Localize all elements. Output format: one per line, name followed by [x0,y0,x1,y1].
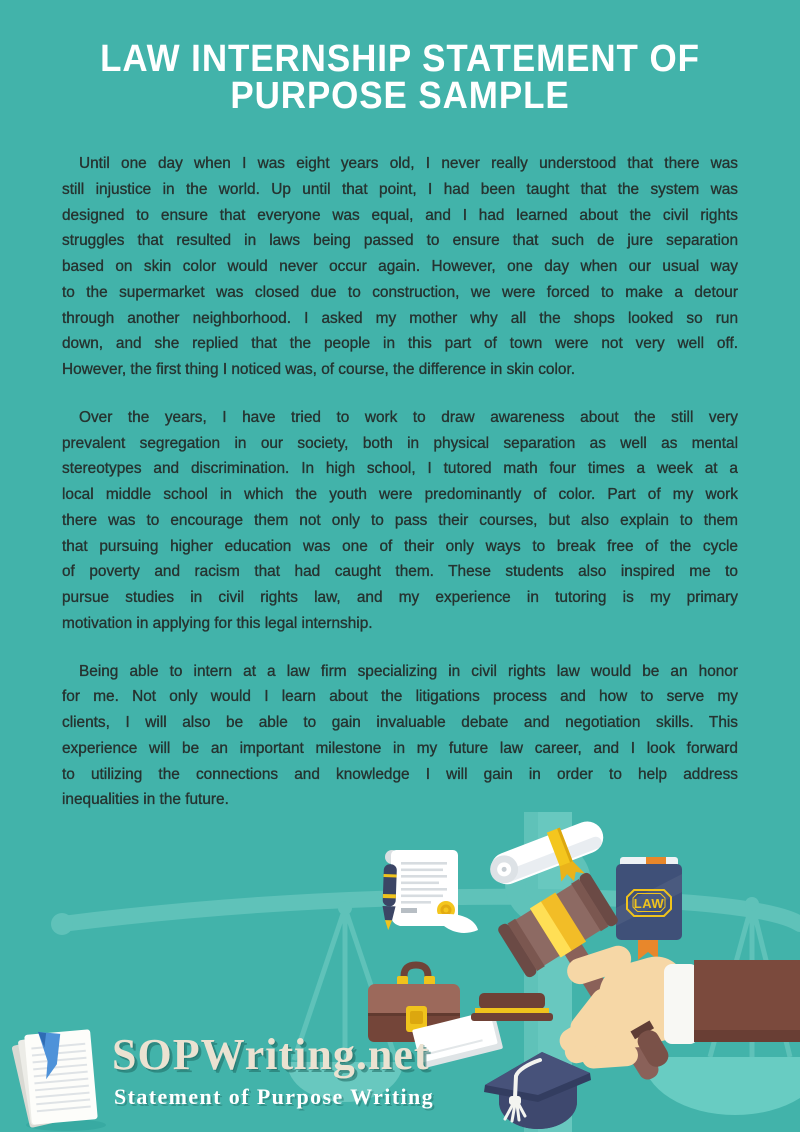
essay-line: to utilizing the connections and knowledge I will gain in order to help address [62,765,738,783]
essay-line: for me. Not only would I learn about the litigations process and how to serve my [62,688,738,706]
essay-line: inequalities in the future. [62,791,229,809]
essay-line: there was to encourage them not only to pass their courses, but also explain to them [62,511,738,529]
sound-block-icon [471,993,553,1021]
law-book-icon [616,857,682,960]
essay-line: Until one day when I was eight years old, I never really understood that there was [79,155,738,172]
page-title-line2: PURPOSE SAMPLE [230,75,570,117]
page-title [32,38,768,117]
essay-line: local middle school in which the youth were predominantly of color. Part of my work [62,486,738,503]
essay-paragraph [62,659,738,814]
brand-name: SOPWriting.net [112,1030,430,1079]
essay-line: still injustice in the world. Up until that point, I had been taught that the system was [62,180,738,198]
essay-line: down, and she replied that the people in this part of town were not very well off. [62,335,738,353]
notepad-icon [12,1022,116,1132]
essay-line: based on skin color would never occur again. However, one day when our usual way [62,258,738,275]
essay-line: designed to ensure that everyone was equal, and I had learned about the civil rights [62,206,738,224]
essay-line: prevalent segregation in our society, both in physical separation as well as mental [62,434,738,452]
essay-line: pursue studies in civil rights law, and my experience in tutoring is my primary [62,589,738,606]
essay [62,151,738,835]
essay-line: to the supermarket was closed due to construction, we were forced to make a detour [62,283,738,301]
essay-line: through another neighborhood. I asked my mother why all the shops looked so run [62,309,738,327]
essay-line: struggles that resulted in laws being passed to ensure that such de jure separation [62,232,738,250]
page-title-line1: LAW INTERNSHIP STATEMENT OF [100,38,700,80]
essay-line: stereotypes and discrimination. In high school, I tutored math four times a week at a [62,460,738,478]
essay-line: Over the years, I have tried to work to draw awareness about the still very [79,408,738,426]
essay-line: that pursuing higher education was one of their only ways to break free of the cycle [62,537,738,555]
essay-line: of poverty and racism that had caught them. These students also inspired me to [62,563,738,581]
essay-line: clients, I will also be able to gain invaluable debate and negotiation skills. This [62,714,738,731]
brand-tagline: Statement of Purpose Writing [114,1084,435,1109]
law-book-label: LAW [633,896,665,911]
essay-paragraph [62,151,738,383]
essay-line: motivation in applying for this legal internship. [62,614,373,632]
essay-line: However, the first thing I noticed was, of course, the difference in skin color. [62,361,576,378]
essay-paragraph [62,405,738,637]
essay-line: experience will be an important milestone in my future law career, and I look forward [62,739,738,757]
footer-brand [0,1020,800,1132]
essay-line: Being able to intern at a law firm specializing in civil rights law would be an honor [79,662,738,680]
